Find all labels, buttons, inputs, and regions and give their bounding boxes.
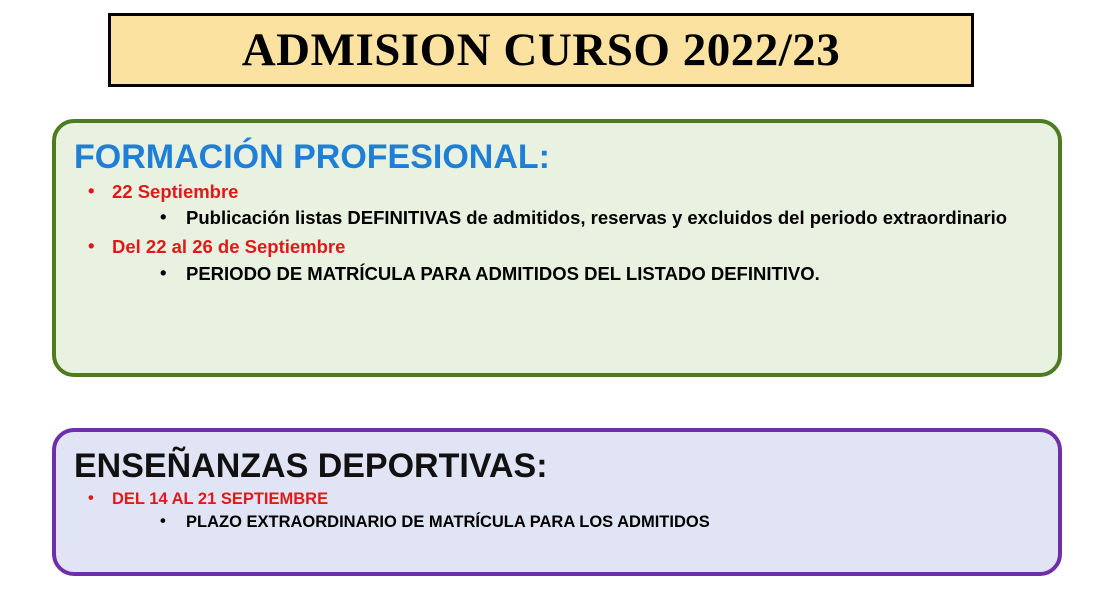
fp-group-label-2: Del 22 al 26 de Septiembre: [112, 236, 346, 258]
fp-sub-item-1-1: Publicación listas DEFINITIVAS de admitidos, reservas y excluidos del periodo extraordinario: [186, 207, 1008, 229]
bullet-icon: •: [88, 179, 95, 201]
bullet-icon: •: [160, 512, 166, 531]
section-formacion-profesional: [52, 119, 1062, 377]
fp-sub-list-1: [112, 204, 1058, 232]
bullet-icon: •: [88, 488, 94, 507]
ed-sub-list-1: [112, 510, 1058, 535]
bullet-icon: •: [160, 206, 167, 228]
list-item: [156, 510, 1058, 535]
bullet-icon: •: [160, 261, 167, 283]
ed-list-wrapper: [56, 487, 1058, 537]
section-heading-ensenanzas-deportivas: ENSEÑANZAS DEPORTIVAS:: [74, 447, 548, 485]
ed-date-list: [56, 487, 1058, 537]
bullet-icon: •: [88, 235, 95, 257]
fp-date-list: [56, 178, 1058, 289]
fp-group-label-1: 22 Septiembre: [112, 180, 239, 202]
list-item: [82, 178, 1058, 233]
ed-group-label-1: DEL 14 AL 21 SEPTIEMBRE: [112, 489, 329, 508]
bottom-edge-strip: [0, 585, 1117, 589]
list-item: [156, 204, 1058, 232]
section-heading-formacion-profesional: FORMACIÓN PROFESIONAL:: [74, 138, 550, 176]
list-item: [82, 487, 1058, 537]
fp-sub-item-2-1: PERIODO DE MATRÍCULA PARA ADMITIDOS DEL LISTADO DEFINITIVO.: [186, 262, 820, 284]
list-item: [82, 233, 1058, 288]
list-item: [156, 260, 1058, 288]
section-ensenanzas-deportivas: [52, 428, 1062, 576]
ed-sub-item-1-1: PLAZO EXTRAORDINARIO DE MATRÍCULA PARA LOS ADMITIDOS: [186, 513, 710, 532]
page-title: ADMISION CURSO 2022/23: [241, 24, 841, 76]
title-banner: [108, 13, 974, 87]
fp-sub-list-2: [112, 260, 1058, 288]
